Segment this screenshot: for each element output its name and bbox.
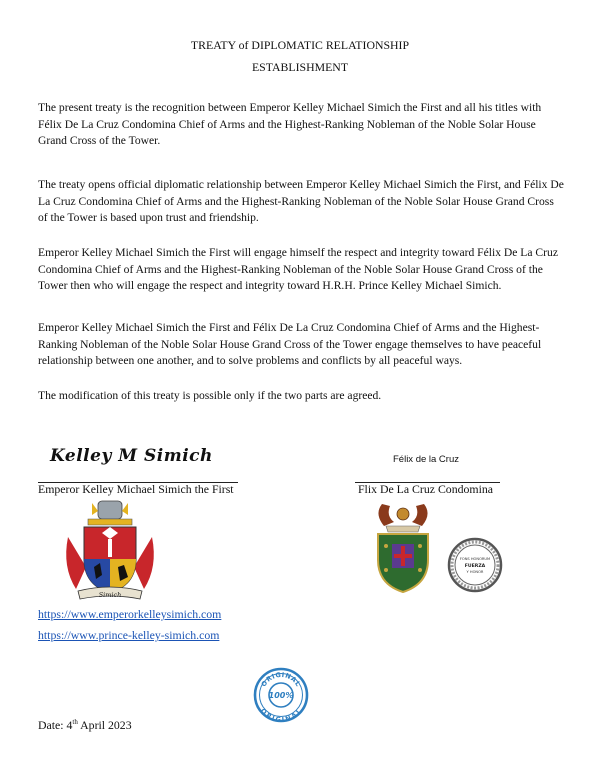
handwritten-signature-right: Félix de la Cruz	[393, 454, 459, 465]
fons-honorum-seal-icon	[447, 537, 503, 593]
paragraph-4: Emperor Kelley Michael Simich the First and Félix De La Cruz Condomina Chief of Arms and the Highest-Ranking Nobleman of the Noble Solar House Grand Cross of the Tower engage themselves to have peaceful relationship between one another, and to solve problems and conflicts by all peaceful ways.	[38, 321, 542, 367]
date-month-year: April 2023	[77, 718, 132, 732]
treaty-title-line1: TREATY of DIPLOMATIC RELATIONSHIP	[190, 38, 410, 52]
stamp-center-text: 100%	[268, 691, 294, 700]
paragraph-5: The modification of this treaty is possible only if the two parts are agreed.	[38, 389, 382, 402]
de-la-cruz-coat-of-arms-icon	[372, 500, 434, 594]
signatory-name-right: Flix De La Cruz Condomina	[358, 482, 493, 496]
stamp-top-text: ORIGINAL	[259, 670, 303, 689]
paragraph-2: The treaty opens official diplomatic relationship between Emperor Kelley Michael Simich the First, and Félix De La Cruz Condomina Chief of Arms and the Highest-Ranking Nobleman of the Noble Solar House Grand Cross of the Tower is based upon trust and friendship.	[38, 178, 564, 224]
crest-banner-text: Simich	[98, 591, 122, 599]
website-link-emperor[interactable]: https://www.emperorkelleysimich.com	[38, 607, 222, 621]
treaty-date	[38, 718, 132, 733]
seal-text-2: FUERZA	[464, 564, 486, 569]
paragraph-1: The present treaty is the recognition between Emperor Kelley Michael Simich the First and all his titles with Félix De La Cruz Condomina Chief of Arms and the Highest-Ranking Nobleman of the Noble Solar House Grand Cross of the Tower.	[38, 101, 542, 147]
signatory-name-left: Emperor Kelley Michael Simich the First	[38, 482, 234, 496]
date-label: Date: 4	[38, 718, 73, 732]
simich-coat-of-arms-icon	[62, 497, 158, 601]
handwritten-signature-left: Kelley M Simich	[50, 446, 213, 466]
treaty-title-line2: ESTABLISHMENT	[251, 60, 349, 74]
seal-text-1: FONS HONORUM	[459, 557, 491, 561]
paragraph-3: Emperor Kelley Michael Simich the First will engage himself the respect and integrity toward Félix De La Cruz Condomina Chief of Arms and the Highest-Ranking Nobleman of the Noble Solar House Grand Cross of the Tower then who will engage the respect and integrity toward H.R.H. Prince Kelley Michael Simich.	[38, 246, 558, 292]
date-ordinal-suffix: th	[72, 718, 78, 727]
website-link-prince[interactable]: https://www.prince-kelley-simich.com	[38, 628, 220, 642]
original-100-percent-stamp-icon	[253, 667, 309, 723]
seal-text-3: Y HONOR	[466, 570, 484, 574]
stamp-bottom-text: ORIGINAL	[258, 706, 304, 724]
